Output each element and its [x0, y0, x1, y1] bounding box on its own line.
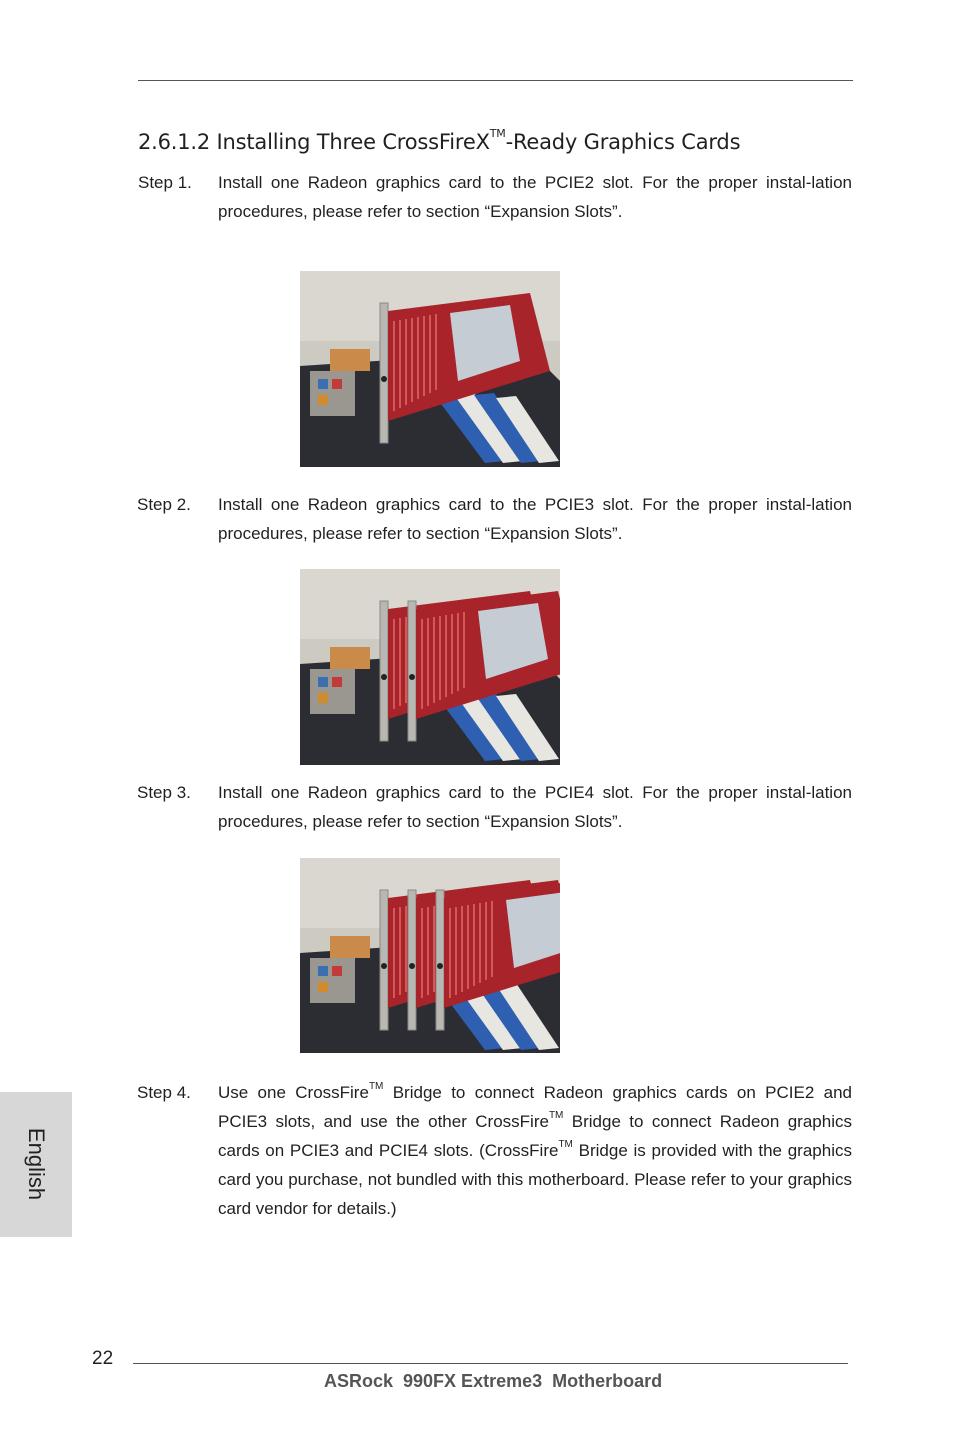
step-1-text: Install one Radeon graphics card to the PCIE2 slot. For the proper instal-lation procedures, please refer to section “Expansion Slots”. — [218, 173, 852, 221]
io-port — [318, 379, 328, 389]
step-4-label: Step 4. — [137, 1083, 191, 1102]
step-1-label: Step 1. — [138, 173, 192, 192]
card-port — [381, 963, 387, 969]
step-4-text: Use one CrossFire™ Bridge to connect Radeon graphics cards on PCIE2 and PCIE3 slots, and use the other CrossFire™ Bridge to connect Radeon graphics cards on PCIE3 and PCIE4 slots. (CrossFire™ Bridge is provided with the graphics card you purchase, not bundled with this motherboard. Please refer to your graphics card vendor for details.) — [218, 1081, 852, 1218]
trademark-mark: TM — [489, 127, 506, 140]
step-3-label: Step 3. — [137, 783, 191, 802]
language-label: English — [24, 1127, 49, 1201]
rear-io-panel — [310, 669, 355, 714]
photo-three-cards-installed — [300, 858, 560, 1053]
io-port — [318, 395, 328, 405]
footer-product-name: ASRock 990FX Extreme3 Motherboard — [324, 1371, 663, 1391]
header-rule — [138, 80, 853, 81]
card-bracket — [408, 890, 416, 1030]
card-port — [381, 674, 387, 680]
rear-io-panel — [310, 371, 355, 416]
io-port — [332, 379, 342, 389]
card-bracket — [380, 601, 388, 741]
card-port — [409, 963, 415, 969]
footer-rule — [133, 1363, 848, 1364]
card-bracket — [380, 890, 388, 1030]
card-bracket — [380, 303, 388, 443]
card-port — [437, 963, 443, 969]
card-port — [381, 376, 387, 382]
io-port — [318, 693, 328, 703]
io-port — [318, 677, 328, 687]
io-port — [332, 677, 342, 687]
heatsink — [330, 647, 370, 669]
card-bracket — [408, 601, 416, 741]
io-port — [318, 982, 328, 992]
heatsink — [330, 936, 370, 958]
language-side-tab — [0, 1092, 72, 1237]
card-bracket — [436, 890, 444, 1030]
photo-one-card-installed — [300, 271, 560, 467]
io-port — [332, 966, 342, 976]
rear-io-panel — [310, 958, 355, 1003]
heatsink — [330, 349, 370, 371]
card-port — [409, 674, 415, 680]
photo-two-cards-installed — [300, 569, 560, 765]
page-number: 22 — [92, 1348, 114, 1369]
step-2-label: Step 2. — [137, 495, 191, 514]
section-heading: 2.6.1.2 Installing Three CrossFireX™-Ready Graphics Cards — [138, 127, 741, 154]
step-2-text: Install one Radeon graphics card to the PCIE3 slot. For the proper instal-lation procedures, please refer to section “Expansion Slots”. — [218, 495, 852, 543]
step-3-text: Install one Radeon graphics card to the PCIE4 slot. For the proper instal-lation procedures, please refer to section “Expansion Slots”. — [218, 783, 852, 831]
io-port — [318, 966, 328, 976]
